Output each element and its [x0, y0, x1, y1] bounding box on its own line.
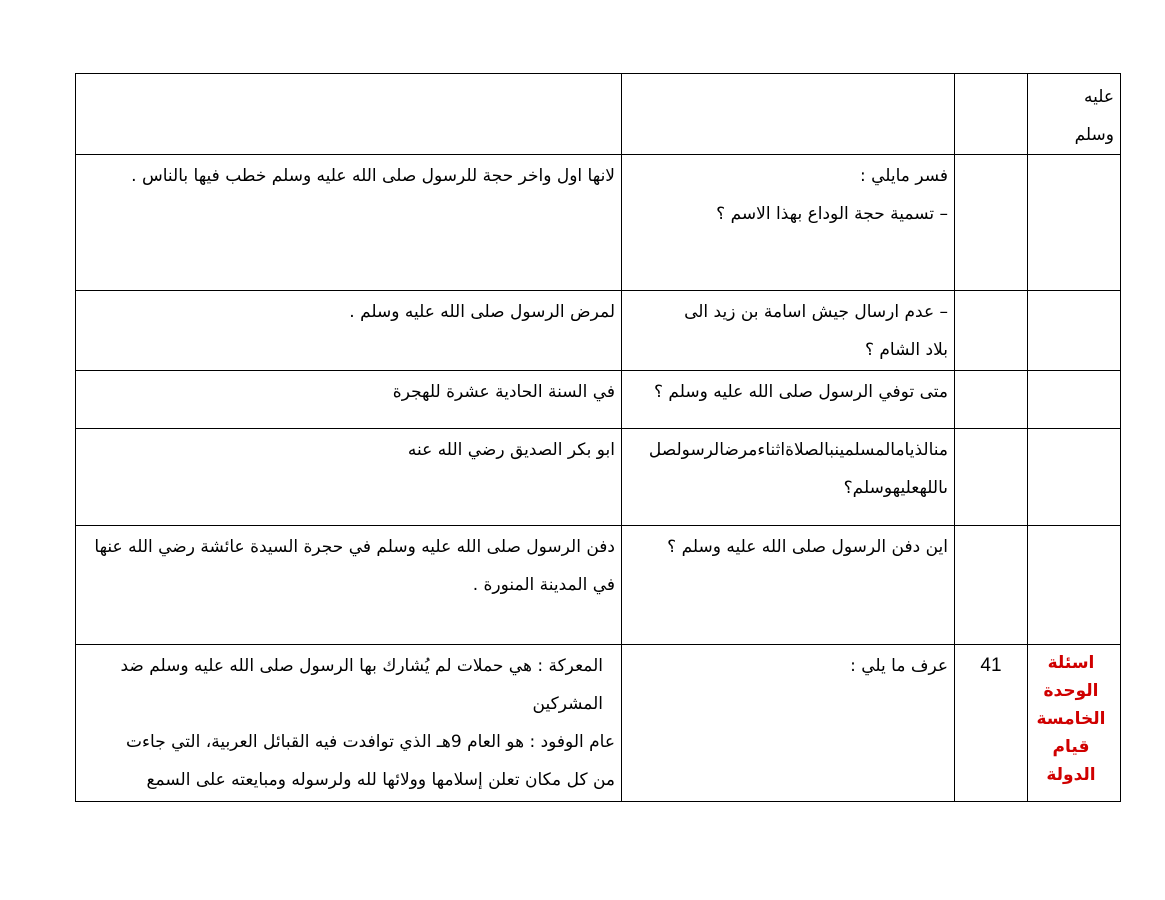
question-cell: [622, 645, 955, 802]
answer-cell: [76, 74, 622, 155]
answer-text-line: في المدينة المنورة .: [472, 575, 615, 595]
question-text-line: – تسمية حجة الوداع بهذا الاسم ؟: [716, 204, 948, 224]
table-row: [76, 291, 1121, 371]
answer-text-line: من كل مكان تعلن إسلامها وولائها لله ولرسوله ومبايعته على السمع: [146, 770, 615, 790]
answer-text-line: لمرض الرسول صلى الله عليه وسلم .: [349, 302, 615, 322]
unit-heading-line: الوحدة: [1043, 681, 1099, 701]
question-text-line: عرف ما يلي :: [850, 656, 948, 676]
table-row: [76, 645, 1121, 802]
table-row: [76, 429, 1121, 526]
answer-text-line: في السنة الحادية عشرة للهجرة: [392, 382, 615, 402]
unit-questions-table: [75, 73, 1121, 802]
question-cell: [622, 155, 955, 291]
unit-cell: [1028, 645, 1121, 802]
unit-heading-line: اسئلة: [1047, 653, 1095, 673]
number-cell: [955, 371, 1028, 429]
question-number: 41: [980, 655, 1002, 676]
unit-cell: [1028, 371, 1121, 429]
question-text-line: اين دفن الرسول صلى الله عليه وسلم ؟: [667, 537, 948, 557]
answer-text-line: دفن الرسول صلى الله عليه وسلم في حجرة السيدة عائشة رضي الله عنها: [94, 537, 615, 557]
question-cell: [622, 74, 955, 155]
question-cell: [622, 429, 955, 526]
unit-cell: [1028, 74, 1121, 155]
answer-cell: [76, 291, 622, 371]
answer-text-line: لانها اول واخر حجة للرسول صلى الله عليه وسلم خطب فيها بالناس .: [131, 166, 615, 186]
answer-cell: [76, 526, 622, 645]
table-row: [76, 74, 1121, 155]
question-text-line: – عدم ارسال جيش اسامة بن زيد الى: [684, 302, 948, 322]
unit-heading-line: قيام: [1052, 737, 1090, 757]
question-cell: [622, 291, 955, 371]
table-row: [76, 155, 1121, 291]
unit-heading: [1028, 645, 1114, 789]
unit-cell: [1028, 155, 1121, 291]
answer-text-line: المعركة : هي حملات لم يُشارك بها الرسول صلى الله عليه وسلم ضد: [120, 656, 603, 676]
unit-heading-line: الدولة: [1046, 765, 1096, 785]
question-text-line: متى توفي الرسول صلى الله عليه وسلم ؟: [653, 382, 948, 402]
unit-text-line: وسلم: [1074, 125, 1114, 145]
question-text-line: فسر مايلي :: [859, 166, 948, 186]
answer-cell: [76, 645, 622, 802]
unit-cell: [1028, 429, 1121, 526]
number-cell: [955, 429, 1028, 526]
answer-cell: [76, 429, 622, 526]
unit-text-line: عليه: [1083, 87, 1114, 107]
number-cell: [955, 291, 1028, 371]
question-cell: [622, 371, 955, 429]
unit-cell: [1028, 291, 1121, 371]
unit-cell: [1028, 526, 1121, 645]
answer-cell: [76, 155, 622, 291]
answer-cell: [76, 371, 622, 429]
unit-heading-line: الخامسة: [1036, 709, 1106, 729]
answer-text-line: المشركين: [532, 694, 603, 714]
number-cell: [955, 645, 1028, 802]
answer-text-line: ابو بكر الصديق رضي الله عنه: [407, 440, 615, 460]
question-cell: [622, 526, 955, 645]
question-text-line: منالذيامالمسلمينبالصلاةاثناءمرضالرسولصل: [648, 440, 948, 460]
number-cell: [955, 155, 1028, 291]
number-cell: [955, 74, 1028, 155]
answer-text-line: عام الوفود : هو العام 9هـ الذي توافدت فيه القبائل العربية، التي جاءت: [126, 732, 615, 752]
question-text-line: ىاللهعليهوسلم؟: [843, 478, 948, 498]
question-text-line: بلاد الشام ؟: [864, 340, 948, 360]
number-cell: [955, 526, 1028, 645]
table-row: [76, 371, 1121, 429]
table-row: [76, 526, 1121, 645]
